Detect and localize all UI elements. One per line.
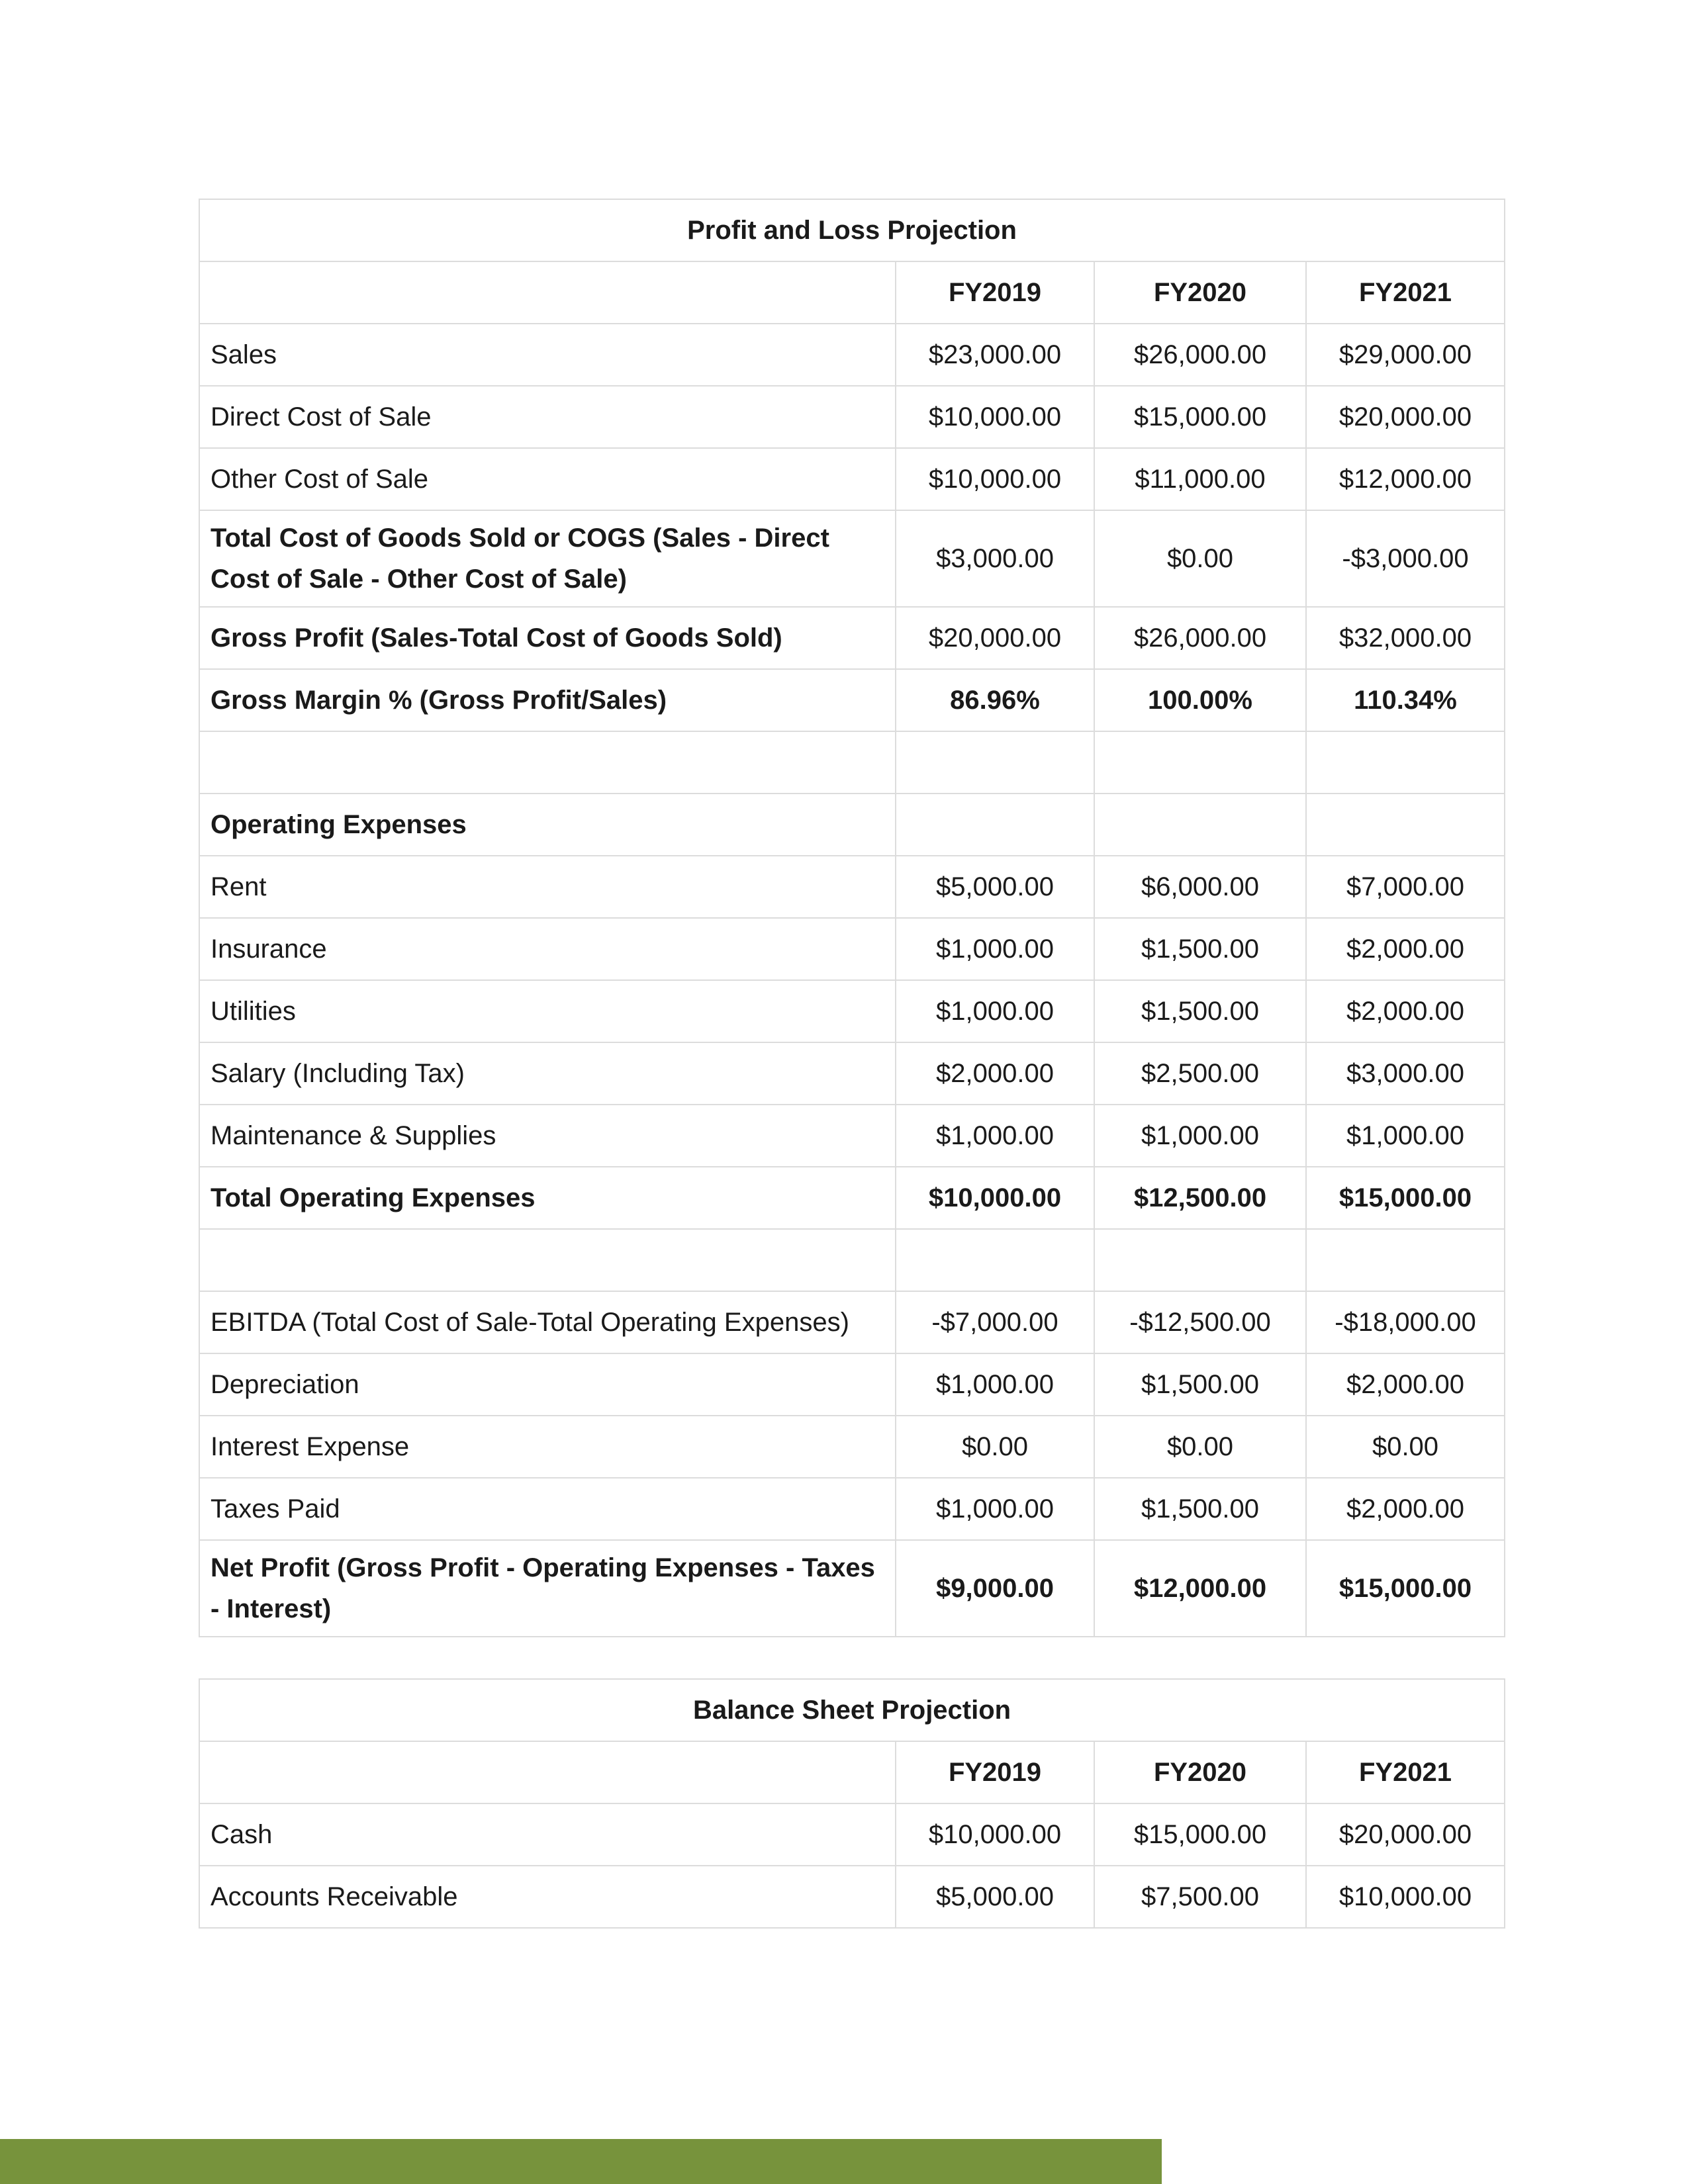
row-value: $1,000.00	[896, 1353, 1094, 1416]
row-value: $15,000.00	[1094, 1803, 1306, 1866]
row-label: Cash	[199, 1803, 896, 1866]
row-value: -$3,000.00	[1306, 510, 1505, 607]
row-label: Total Operating Expenses	[199, 1167, 896, 1229]
row-value: $12,000.00	[1306, 448, 1505, 510]
row-value: $6,000.00	[1094, 856, 1306, 918]
row-value: $12,500.00	[1094, 1167, 1306, 1229]
row-value: $5,000.00	[896, 1866, 1094, 1928]
header-blank-cell	[199, 1741, 896, 1803]
table-title-row	[199, 1679, 1505, 1741]
row-value: $2,000.00	[1306, 980, 1505, 1042]
row-value: $1,500.00	[1094, 918, 1306, 980]
table-row	[199, 324, 1505, 386]
row-value	[1094, 794, 1306, 856]
table-row	[199, 1353, 1505, 1416]
row-value: 110.34%	[1306, 669, 1505, 731]
row-label: Total Cost of Goods Sold or COGS (Sales - Direct Cost of Sale - Other Cost of Sale)	[199, 510, 896, 607]
row-value	[1306, 1229, 1505, 1291]
row-value: $26,000.00	[1094, 324, 1306, 386]
row-value: $20,000.00	[1306, 386, 1505, 448]
row-value: $9,000.00	[896, 1540, 1094, 1637]
row-label: Maintenance & Supplies	[199, 1105, 896, 1167]
row-value: $29,000.00	[1306, 324, 1505, 386]
row-label: Other Cost of Sale	[199, 448, 896, 510]
year-header: FY2021	[1306, 1741, 1505, 1803]
row-label: EBITDA (Total Cost of Sale-Total Operating Expenses)	[199, 1291, 896, 1353]
row-label	[199, 1229, 896, 1291]
row-label: Taxes Paid	[199, 1478, 896, 1540]
row-value: $12,000.00	[1094, 1540, 1306, 1637]
table-row	[199, 1042, 1505, 1105]
row-value: $5,000.00	[896, 856, 1094, 918]
row-value: $3,000.00	[896, 510, 1094, 607]
table-row	[199, 1105, 1505, 1167]
row-label: Direct Cost of Sale	[199, 386, 896, 448]
row-value	[896, 731, 1094, 794]
row-value	[1094, 731, 1306, 794]
row-value: $10,000.00	[1306, 1866, 1505, 1928]
row-value: $7,000.00	[1306, 856, 1505, 918]
row-label: Insurance	[199, 918, 896, 980]
row-value: $2,000.00	[1306, 1353, 1505, 1416]
row-label: Sales	[199, 324, 896, 386]
row-value: $32,000.00	[1306, 607, 1505, 669]
row-value	[896, 794, 1094, 856]
section-label: Operating Expenses	[199, 794, 896, 856]
row-label: Utilities	[199, 980, 896, 1042]
table-title: Balance Sheet Projection	[199, 1679, 1505, 1741]
table-row	[199, 448, 1505, 510]
table-row	[199, 1478, 1505, 1540]
row-label: Rent	[199, 856, 896, 918]
row-value: $1,000.00	[1306, 1105, 1505, 1167]
row-value: $1,500.00	[1094, 1478, 1306, 1540]
row-value: $0.00	[1094, 1416, 1306, 1478]
table-row	[199, 856, 1505, 918]
row-value	[896, 1229, 1094, 1291]
table-row	[199, 1291, 1505, 1353]
row-value: $1,500.00	[1094, 1353, 1306, 1416]
spacer-row	[199, 1229, 1505, 1291]
table-row	[199, 918, 1505, 980]
row-value: $15,000.00	[1306, 1167, 1505, 1229]
row-value	[1306, 731, 1505, 794]
row-label: Net Profit (Gross Profit - Operating Expenses - Taxes - Interest)	[199, 1540, 896, 1637]
row-value: $2,000.00	[896, 1042, 1094, 1105]
row-value	[1094, 1229, 1306, 1291]
table-row	[199, 607, 1505, 669]
row-label: Accounts Receivable	[199, 1866, 896, 1928]
row-label	[199, 731, 896, 794]
row-value: $10,000.00	[896, 1167, 1094, 1229]
row-value: -$18,000.00	[1306, 1291, 1505, 1353]
row-value: $1,000.00	[896, 1105, 1094, 1167]
row-label: Salary (Including Tax)	[199, 1042, 896, 1105]
row-value: $26,000.00	[1094, 607, 1306, 669]
year-header: FY2020	[1094, 1741, 1306, 1803]
year-header: FY2021	[1306, 261, 1505, 324]
row-value: $0.00	[1094, 510, 1306, 607]
year-header: FY2020	[1094, 261, 1306, 324]
row-value: $2,000.00	[1306, 918, 1505, 980]
row-value: $1,000.00	[896, 980, 1094, 1042]
table-row	[199, 1803, 1505, 1866]
footer-accent-bar	[0, 2139, 1162, 2184]
row-label: Interest Expense	[199, 1416, 896, 1478]
row-value: $20,000.00	[1306, 1803, 1505, 1866]
balance-sheet-table	[199, 1678, 1505, 1929]
header-blank-cell	[199, 261, 896, 324]
row-value: $15,000.00	[1306, 1540, 1505, 1637]
year-header-row	[199, 261, 1505, 324]
row-value: $3,000.00	[1306, 1042, 1505, 1105]
row-value: -$7,000.00	[896, 1291, 1094, 1353]
table-title: Profit and Loss Projection	[199, 199, 1505, 261]
row-label: Gross Margin % (Gross Profit/Sales)	[199, 669, 896, 731]
year-header: FY2019	[896, 261, 1094, 324]
total-row	[199, 1167, 1505, 1229]
table-row	[199, 510, 1505, 607]
row-value: $10,000.00	[896, 1803, 1094, 1866]
year-header-row	[199, 1741, 1505, 1803]
row-value: 86.96%	[896, 669, 1094, 731]
row-value: -$12,500.00	[1094, 1291, 1306, 1353]
row-value: $1,000.00	[896, 1478, 1094, 1540]
row-value: $2,000.00	[1306, 1478, 1505, 1540]
table-row	[199, 980, 1505, 1042]
net-profit-row	[199, 1540, 1505, 1637]
row-label: Depreciation	[199, 1353, 896, 1416]
row-value: $11,000.00	[1094, 448, 1306, 510]
row-value: $1,000.00	[1094, 1105, 1306, 1167]
row-label: Gross Profit (Sales-Total Cost of Goods Sold)	[199, 607, 896, 669]
table-row	[199, 1416, 1505, 1478]
row-value: 100.00%	[1094, 669, 1306, 731]
row-value: $7,500.00	[1094, 1866, 1306, 1928]
row-value: $1,000.00	[896, 918, 1094, 980]
section-header-row	[199, 794, 1505, 856]
spacer-row	[199, 731, 1505, 794]
year-header: FY2019	[896, 1741, 1094, 1803]
row-value	[1306, 794, 1505, 856]
row-value: $0.00	[1306, 1416, 1505, 1478]
row-value: $10,000.00	[896, 448, 1094, 510]
table-row	[199, 669, 1505, 731]
row-value: $15,000.00	[1094, 386, 1306, 448]
row-value: $2,500.00	[1094, 1042, 1306, 1105]
row-value: $0.00	[896, 1416, 1094, 1478]
table-row	[199, 386, 1505, 448]
table-row	[199, 1866, 1505, 1928]
row-value: $23,000.00	[896, 324, 1094, 386]
row-value: $1,500.00	[1094, 980, 1306, 1042]
row-value: $10,000.00	[896, 386, 1094, 448]
profit-loss-table	[199, 199, 1505, 1637]
row-value: $20,000.00	[896, 607, 1094, 669]
table-title-row	[199, 199, 1505, 261]
